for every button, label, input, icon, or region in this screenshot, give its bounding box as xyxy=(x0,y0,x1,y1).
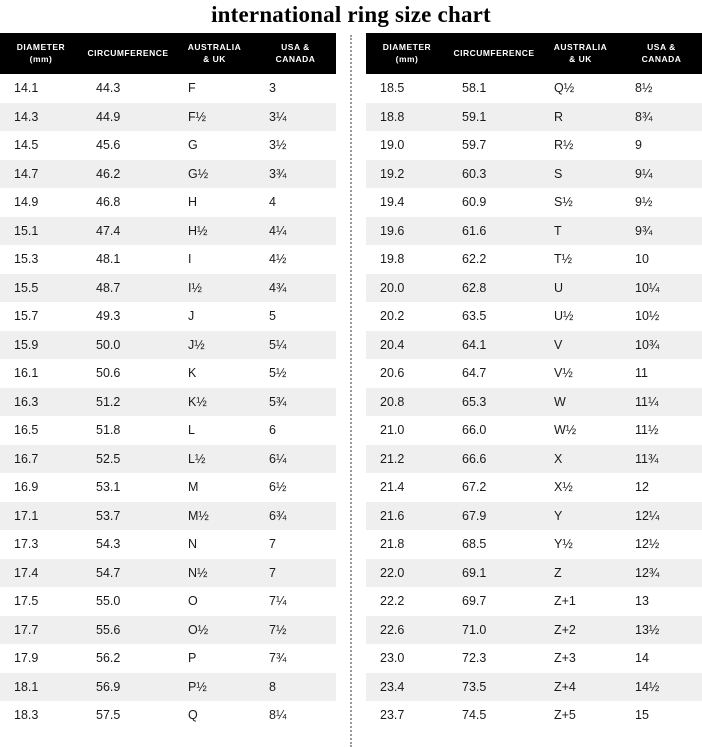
cell-circumference: 62.2 xyxy=(448,245,540,274)
cell-circumference: 48.1 xyxy=(82,245,174,274)
cell-circumference: 61.6 xyxy=(448,217,540,246)
cell-diameter: 18.8 xyxy=(366,103,448,132)
cell-usa-canada: 7½ xyxy=(255,616,336,645)
cell-usa-canada: 9¾ xyxy=(621,217,702,246)
table-row xyxy=(366,701,702,730)
column-header-usa-canada xyxy=(621,33,702,74)
cell-diameter: 17.5 xyxy=(0,587,82,616)
table-row xyxy=(366,359,702,388)
cell-circumference: 55.6 xyxy=(82,616,174,645)
cell-australia-uk: V½ xyxy=(540,359,621,388)
cell-usa-canada: 7¼ xyxy=(255,587,336,616)
cell-australia-uk: Y½ xyxy=(540,530,621,559)
cell-circumference: 47.4 xyxy=(82,217,174,246)
cell-circumference: 65.3 xyxy=(448,388,540,417)
cell-circumference: 69.1 xyxy=(448,559,540,588)
cell-australia-uk: U xyxy=(540,274,621,303)
cell-diameter: 14.1 xyxy=(0,74,82,103)
cell-circumference: 50.0 xyxy=(82,331,174,360)
cell-usa-canada: 3½ xyxy=(255,131,336,160)
cell-usa-canada: 5 xyxy=(255,302,336,331)
cell-usa-canada: 10 xyxy=(621,245,702,274)
cell-diameter: 20.2 xyxy=(366,302,448,331)
cell-usa-canada: 11¾ xyxy=(621,445,702,474)
cell-usa-canada: 12¼ xyxy=(621,502,702,531)
cell-usa-canada: 6 xyxy=(255,416,336,445)
cell-diameter: 20.8 xyxy=(366,388,448,417)
cell-circumference: 66.0 xyxy=(448,416,540,445)
cell-circumference: 66.6 xyxy=(448,445,540,474)
table-row xyxy=(0,644,336,673)
column-header-usa-canada-line2: CANADA xyxy=(641,53,682,64)
cell-circumference: 67.9 xyxy=(448,502,540,531)
cell-australia-uk: G½ xyxy=(174,160,255,189)
cell-australia-uk: L xyxy=(174,416,255,445)
cell-diameter: 14.7 xyxy=(0,160,82,189)
column-header-circumference-line1: CIRCUMFERENCE xyxy=(453,48,535,59)
cell-usa-canada: 6½ xyxy=(255,473,336,502)
cell-australia-uk: I½ xyxy=(174,274,255,303)
table-row xyxy=(0,587,336,616)
cell-australia-uk: R½ xyxy=(540,131,621,160)
left-table-wrap xyxy=(0,33,336,729)
cell-circumference: 60.9 xyxy=(448,188,540,217)
cell-diameter: 15.7 xyxy=(0,302,82,331)
cell-australia-uk: J xyxy=(174,302,255,331)
cell-circumference: 64.1 xyxy=(448,331,540,360)
table-row xyxy=(366,473,702,502)
cell-diameter: 17.3 xyxy=(0,530,82,559)
table-row xyxy=(0,274,336,303)
cell-usa-canada: 7 xyxy=(255,530,336,559)
cell-circumference: 71.0 xyxy=(448,616,540,645)
cell-australia-uk: T½ xyxy=(540,245,621,274)
cell-australia-uk: U½ xyxy=(540,302,621,331)
cell-australia-uk: X xyxy=(540,445,621,474)
cell-circumference: 57.5 xyxy=(82,701,174,730)
cell-usa-canada: 9 xyxy=(621,131,702,160)
table-row xyxy=(366,644,702,673)
table-row xyxy=(0,701,336,730)
cell-diameter: 20.6 xyxy=(366,359,448,388)
column-header-diameter-line1: DIAMETER xyxy=(16,42,66,53)
cell-diameter: 22.6 xyxy=(366,616,448,645)
column-header-diameter-line2: (mm) xyxy=(29,53,53,64)
cell-australia-uk: Q xyxy=(174,701,255,730)
column-header-australia-uk xyxy=(540,33,621,74)
cell-diameter: 16.1 xyxy=(0,359,82,388)
cell-circumference: 54.3 xyxy=(82,530,174,559)
cell-australia-uk: F xyxy=(174,74,255,103)
cell-circumference: 51.2 xyxy=(82,388,174,417)
cell-circumference: 56.9 xyxy=(82,673,174,702)
column-header-diameter xyxy=(0,33,82,74)
cell-australia-uk: H xyxy=(174,188,255,217)
cell-australia-uk: L½ xyxy=(174,445,255,474)
cell-usa-canada: 9¼ xyxy=(621,160,702,189)
cell-usa-canada: 5¾ xyxy=(255,388,336,417)
cell-circumference: 46.2 xyxy=(82,160,174,189)
cell-australia-uk: F½ xyxy=(174,103,255,132)
column-header-diameter-line2: (mm) xyxy=(395,53,419,64)
table-header-row xyxy=(366,33,702,74)
table-row xyxy=(366,160,702,189)
table-row xyxy=(366,131,702,160)
cell-usa-canada: 10¾ xyxy=(621,331,702,360)
cell-circumference: 51.8 xyxy=(82,416,174,445)
column-header-usa-canada-line1: USA & xyxy=(281,42,310,53)
cell-diameter: 15.9 xyxy=(0,331,82,360)
cell-circumference: 44.3 xyxy=(82,74,174,103)
cell-circumference: 64.7 xyxy=(448,359,540,388)
cell-australia-uk: Z+1 xyxy=(540,587,621,616)
cell-usa-canada: 9½ xyxy=(621,188,702,217)
cell-australia-uk: M xyxy=(174,473,255,502)
table-row xyxy=(0,302,336,331)
column-header-australia-uk-line2: & UK xyxy=(203,53,226,64)
cell-circumference: 63.5 xyxy=(448,302,540,331)
table-row xyxy=(366,188,702,217)
cell-diameter: 17.7 xyxy=(0,616,82,645)
cell-usa-canada: 3¾ xyxy=(255,160,336,189)
cell-australia-uk: P xyxy=(174,644,255,673)
cell-diameter: 18.1 xyxy=(0,673,82,702)
cell-usa-canada: 12¾ xyxy=(621,559,702,588)
cell-diameter: 21.4 xyxy=(366,473,448,502)
table-row xyxy=(0,74,336,103)
cell-australia-uk: S xyxy=(540,160,621,189)
cell-usa-canada: 14 xyxy=(621,644,702,673)
cell-diameter: 15.5 xyxy=(0,274,82,303)
cell-diameter: 17.9 xyxy=(0,644,82,673)
cell-australia-uk: N½ xyxy=(174,559,255,588)
cell-australia-uk: R xyxy=(540,103,621,132)
table-row xyxy=(0,103,336,132)
cell-usa-canada: 6¼ xyxy=(255,445,336,474)
cell-australia-uk: K½ xyxy=(174,388,255,417)
cell-australia-uk: T xyxy=(540,217,621,246)
cell-usa-canada: 13 xyxy=(621,587,702,616)
cell-diameter: 20.4 xyxy=(366,331,448,360)
cell-diameter: 18.5 xyxy=(366,74,448,103)
table-row xyxy=(366,245,702,274)
cell-diameter: 15.3 xyxy=(0,245,82,274)
cell-usa-canada: 5½ xyxy=(255,359,336,388)
cell-australia-uk: W xyxy=(540,388,621,417)
table-row xyxy=(366,217,702,246)
cell-circumference: 59.1 xyxy=(448,103,540,132)
cell-usa-canada: 3 xyxy=(255,74,336,103)
column-header-australia-uk xyxy=(174,33,255,74)
cell-australia-uk: O xyxy=(174,587,255,616)
cell-australia-uk: Q½ xyxy=(540,74,621,103)
cell-usa-canada: 12½ xyxy=(621,530,702,559)
cell-australia-uk: J½ xyxy=(174,331,255,360)
table-row xyxy=(0,502,336,531)
cell-circumference: 55.0 xyxy=(82,587,174,616)
cell-australia-uk: I xyxy=(174,245,255,274)
divider-dotted-line xyxy=(350,35,352,747)
cell-circumference: 68.5 xyxy=(448,530,540,559)
column-header-diameter-line1: DIAMETER xyxy=(382,42,432,53)
table-row xyxy=(366,302,702,331)
right-size-table xyxy=(366,33,702,729)
cell-usa-canada: 13½ xyxy=(621,616,702,645)
cell-usa-canada: 8¾ xyxy=(621,103,702,132)
cell-diameter: 20.0 xyxy=(366,274,448,303)
table-row xyxy=(366,103,702,132)
cell-circumference: 74.5 xyxy=(448,701,540,730)
table-row xyxy=(366,616,702,645)
cell-diameter: 14.3 xyxy=(0,103,82,132)
table-header-row xyxy=(0,33,336,74)
cell-usa-canada: 8 xyxy=(255,673,336,702)
table-row xyxy=(0,445,336,474)
cell-diameter: 21.6 xyxy=(366,502,448,531)
table-row xyxy=(0,673,336,702)
cell-usa-canada: 8½ xyxy=(621,74,702,103)
cell-diameter: 15.1 xyxy=(0,217,82,246)
cell-usa-canada: 14½ xyxy=(621,673,702,702)
cell-usa-canada: 15 xyxy=(621,701,702,730)
cell-circumference: 60.3 xyxy=(448,160,540,189)
cell-circumference: 45.6 xyxy=(82,131,174,160)
cell-usa-canada: 7¾ xyxy=(255,644,336,673)
cell-australia-uk: W½ xyxy=(540,416,621,445)
cell-diameter: 16.5 xyxy=(0,416,82,445)
cell-usa-canada: 11¼ xyxy=(621,388,702,417)
table-row xyxy=(0,188,336,217)
cell-diameter: 21.2 xyxy=(366,445,448,474)
cell-circumference: 54.7 xyxy=(82,559,174,588)
table-row xyxy=(366,445,702,474)
cell-diameter: 23.7 xyxy=(366,701,448,730)
cell-australia-uk: Z+5 xyxy=(540,701,621,730)
cell-circumference: 73.5 xyxy=(448,673,540,702)
cell-australia-uk: Z+2 xyxy=(540,616,621,645)
table-row xyxy=(0,473,336,502)
cell-circumference: 46.8 xyxy=(82,188,174,217)
cell-usa-canada: 5¼ xyxy=(255,331,336,360)
cell-diameter: 16.9 xyxy=(0,473,82,502)
cell-australia-uk: Z+3 xyxy=(540,644,621,673)
table-row xyxy=(366,673,702,702)
cell-circumference: 59.7 xyxy=(448,131,540,160)
cell-diameter: 19.2 xyxy=(366,160,448,189)
cell-diameter: 19.6 xyxy=(366,217,448,246)
cell-usa-canada: 10¼ xyxy=(621,274,702,303)
cell-australia-uk: Y xyxy=(540,502,621,531)
chart-tables xyxy=(0,33,702,747)
table-row xyxy=(366,416,702,445)
column-header-usa-canada xyxy=(255,33,336,74)
column-divider xyxy=(336,33,366,747)
table-row xyxy=(0,559,336,588)
cell-usa-canada: 7 xyxy=(255,559,336,588)
cell-usa-canada: 11 xyxy=(621,359,702,388)
left-size-table xyxy=(0,33,336,729)
cell-australia-uk: N xyxy=(174,530,255,559)
cell-diameter: 19.0 xyxy=(366,131,448,160)
cell-usa-canada: 4½ xyxy=(255,245,336,274)
cell-diameter: 17.4 xyxy=(0,559,82,588)
page-title: international ring size chart xyxy=(211,2,491,27)
column-header-usa-canada-line2: CANADA xyxy=(275,53,316,64)
column-header-australia-uk-line2: & UK xyxy=(569,53,592,64)
cell-diameter: 14.9 xyxy=(0,188,82,217)
cell-diameter: 16.3 xyxy=(0,388,82,417)
cell-circumference: 67.2 xyxy=(448,473,540,502)
cell-australia-uk: Z xyxy=(540,559,621,588)
cell-usa-canada: 11½ xyxy=(621,416,702,445)
column-header-diameter xyxy=(366,33,448,74)
cell-australia-uk: V xyxy=(540,331,621,360)
cell-diameter: 19.4 xyxy=(366,188,448,217)
cell-diameter: 23.0 xyxy=(366,644,448,673)
cell-circumference: 53.1 xyxy=(82,473,174,502)
cell-diameter: 14.5 xyxy=(0,131,82,160)
cell-usa-canada: 6¾ xyxy=(255,502,336,531)
table-row xyxy=(0,331,336,360)
cell-australia-uk: K xyxy=(174,359,255,388)
table-row xyxy=(0,416,336,445)
cell-usa-canada: 3¼ xyxy=(255,103,336,132)
cell-diameter: 22.0 xyxy=(366,559,448,588)
cell-circumference: 72.3 xyxy=(448,644,540,673)
column-header-circumference-line1: CIRCUMFERENCE xyxy=(87,48,169,59)
cell-circumference: 48.7 xyxy=(82,274,174,303)
table-row xyxy=(366,331,702,360)
cell-circumference: 69.7 xyxy=(448,587,540,616)
cell-circumference: 49.3 xyxy=(82,302,174,331)
cell-usa-canada: 4 xyxy=(255,188,336,217)
cell-diameter: 21.8 xyxy=(366,530,448,559)
cell-diameter: 23.4 xyxy=(366,673,448,702)
table-row xyxy=(366,587,702,616)
cell-circumference: 44.9 xyxy=(82,103,174,132)
cell-usa-canada: 12 xyxy=(621,473,702,502)
cell-circumference: 50.6 xyxy=(82,359,174,388)
cell-circumference: 58.1 xyxy=(448,74,540,103)
cell-usa-canada: 4¾ xyxy=(255,274,336,303)
cell-diameter: 16.7 xyxy=(0,445,82,474)
column-header-australia-uk-line1: AUSTRALIA xyxy=(553,42,608,53)
table-row xyxy=(366,74,702,103)
column-header-usa-canada-line1: USA & xyxy=(647,42,676,53)
table-row xyxy=(0,530,336,559)
cell-usa-canada: 8¼ xyxy=(255,701,336,730)
cell-australia-uk: P½ xyxy=(174,673,255,702)
table-row xyxy=(366,274,702,303)
cell-circumference: 52.5 xyxy=(82,445,174,474)
cell-australia-uk: G xyxy=(174,131,255,160)
cell-circumference: 62.8 xyxy=(448,274,540,303)
cell-australia-uk: X½ xyxy=(540,473,621,502)
cell-diameter: 21.0 xyxy=(366,416,448,445)
column-header-australia-uk-line1: AUSTRALIA xyxy=(187,42,242,53)
cell-australia-uk: H½ xyxy=(174,217,255,246)
cell-usa-canada: 4¼ xyxy=(255,217,336,246)
cell-usa-canada: 10½ xyxy=(621,302,702,331)
table-row xyxy=(0,160,336,189)
table-row xyxy=(0,131,336,160)
cell-circumference: 56.2 xyxy=(82,644,174,673)
column-header-circumference xyxy=(448,33,540,74)
column-header-circumference xyxy=(82,33,174,74)
table-row xyxy=(366,388,702,417)
table-row xyxy=(366,530,702,559)
cell-diameter: 19.8 xyxy=(366,245,448,274)
table-row xyxy=(0,359,336,388)
cell-diameter: 17.1 xyxy=(0,502,82,531)
table-row xyxy=(0,245,336,274)
cell-australia-uk: M½ xyxy=(174,502,255,531)
cell-australia-uk: S½ xyxy=(540,188,621,217)
table-row xyxy=(0,388,336,417)
table-row xyxy=(366,559,702,588)
cell-diameter: 22.2 xyxy=(366,587,448,616)
cell-circumference: 53.7 xyxy=(82,502,174,531)
table-row xyxy=(0,616,336,645)
right-table-wrap xyxy=(366,33,702,729)
cell-diameter: 18.3 xyxy=(0,701,82,730)
cell-australia-uk: Z+4 xyxy=(540,673,621,702)
cell-australia-uk: O½ xyxy=(174,616,255,645)
table-row xyxy=(0,217,336,246)
table-row xyxy=(366,502,702,531)
